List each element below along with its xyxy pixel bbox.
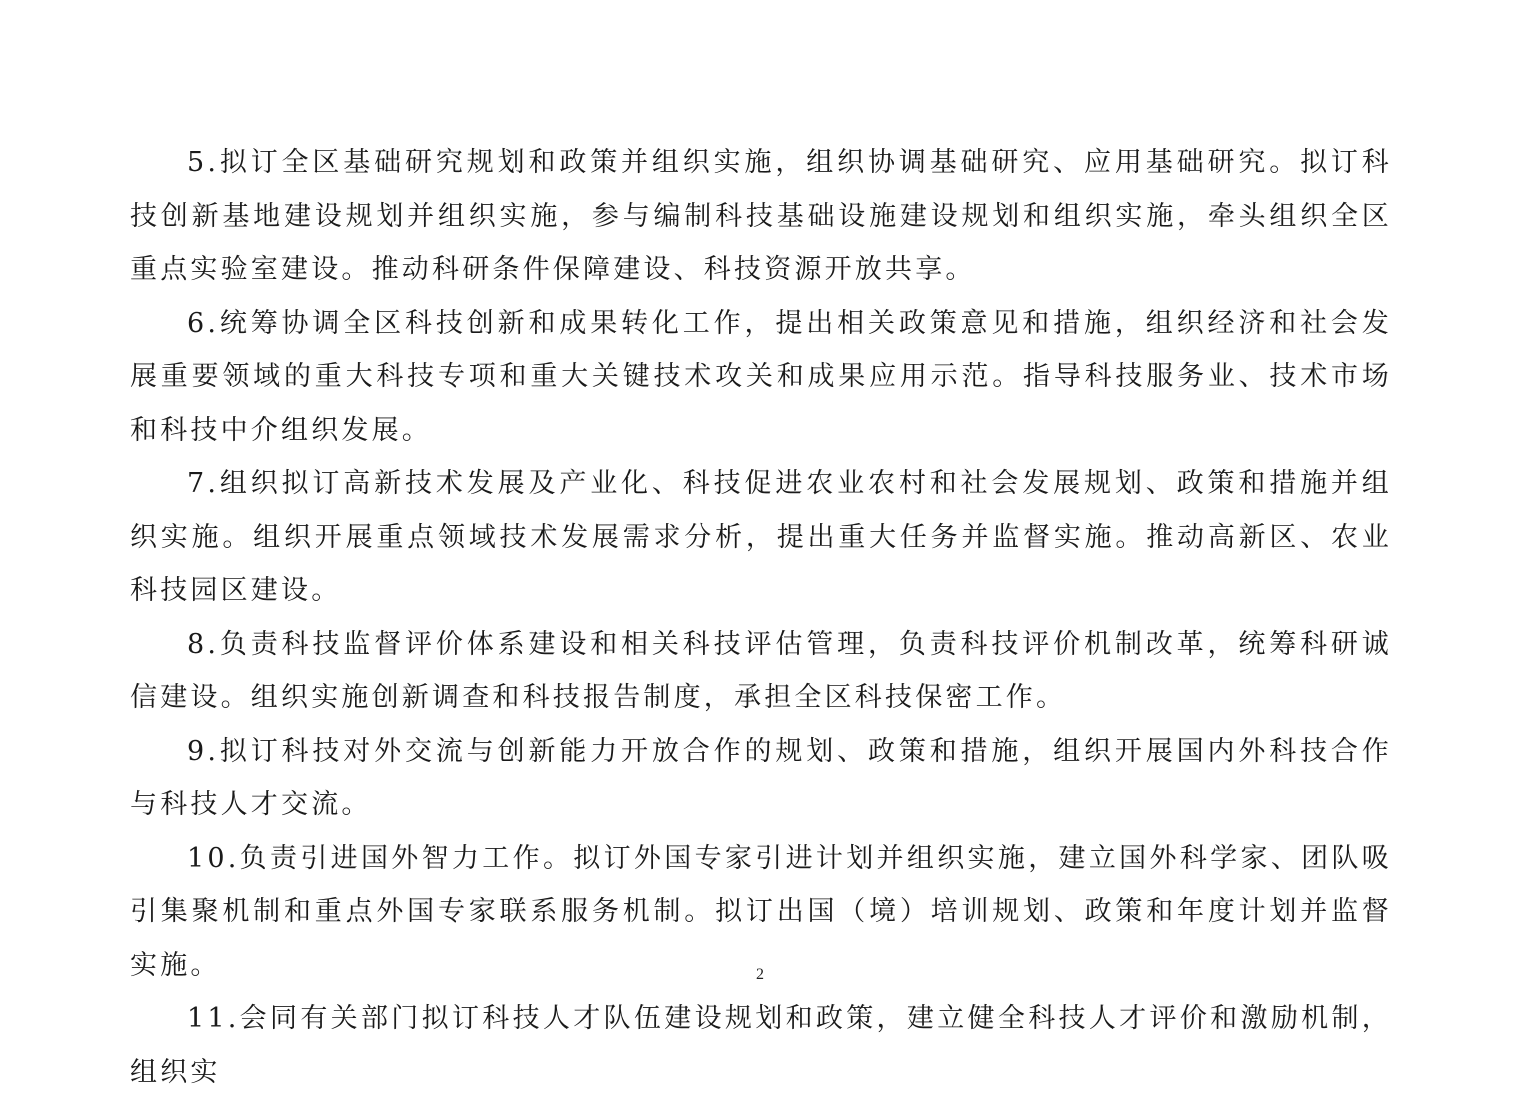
paragraph-item-10: 10.负责引进国外智力工作。拟订外国专家引进计划并组织实施，建立国外科学家、团队吸引集聚机制和重点外国专家联系服务机制。拟订出国（境）培训规划、政策和年度计划并监督实施。 (130, 842, 1392, 981)
paragraph-item-8: 8.负责科技监督评价体系建设和相关科技评估管理，负责科技评价机制改革，统筹科研诚信建设。组织实施创新调查和科技报告制度，承担全区科技保密工作。 (130, 628, 1392, 713)
page-number: 2 (756, 966, 764, 983)
paragraph-item-11: 11.会同有关部门拟订科技人才队伍建设规划和政策，建立健全科技人才评价和激励机制，组织实 (130, 1003, 1392, 1088)
paragraph-item-9: 9.拟订科技对外交流与创新能力开放合作的规划、政策和措施，组织开展国内外科技合作与科技人才交流。 (130, 735, 1392, 820)
paragraph-item-6: 6.统筹协调全区科技创新和成果转化工作，提出相关政策意见和措施，组织经济和社会发展重要领域的重大科技专项和重大关键技术攻关和成果应用示范。指导科技服务业、技术市场和科技中介组织发展。 (130, 307, 1392, 446)
paragraph-item-7: 7.组织拟订高新技术发展及产业化、科技促进农业农村和社会发展规划、政策和措施并组织实施。组织开展重点领域技术发展需求分析，提出重大任务并监督实施。推动高新区、农业科技园区建设。 (130, 468, 1392, 606)
document-body (130, 136, 1392, 1099)
paragraph-item-5: 5.拟订全区基础研究规划和政策并组织实施，组织协调基础研究、应用基础研究。拟订科技创新基地建设规划并组织实施，参与编制科技基础设施建设规划和组织实施，牵头组织全区重点实验室建设。推动科研条件保障建设、科技资源开放共享。 (130, 147, 1392, 285)
